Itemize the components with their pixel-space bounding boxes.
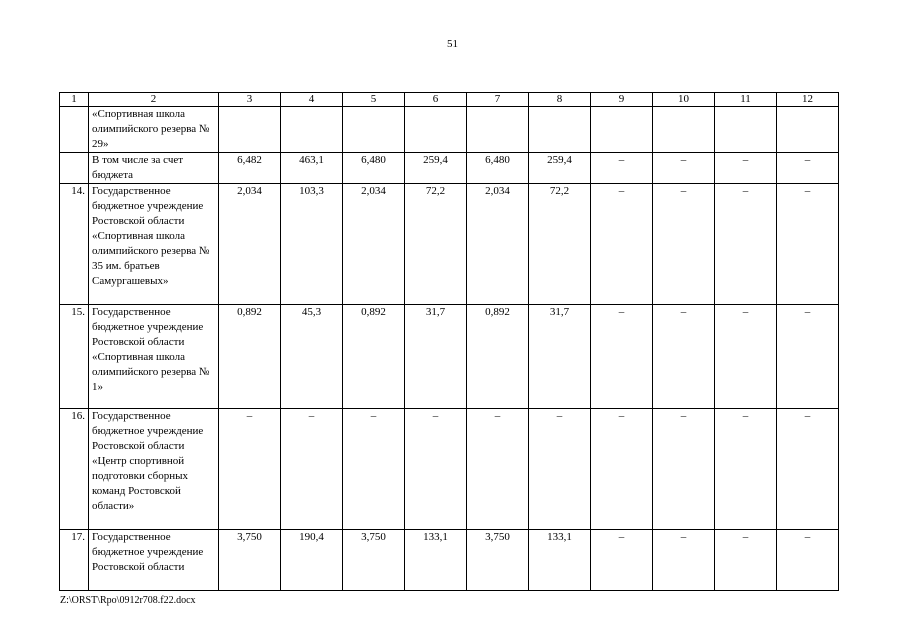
row-number <box>60 153 89 184</box>
table-cell: 103,3 <box>281 184 343 305</box>
institution-name: Государственное бюджетное учреждение Ростовской области «Спортивная школа олимпийского резерва № 35 им. братьев Самургашевых» <box>89 184 219 305</box>
table-cell: 3,750 <box>343 530 405 591</box>
column-header: 2 <box>89 93 219 107</box>
institution-name: Государственное бюджетное учреждение Ростовской области «Центр спортивной подготовки сборных команд Ростовской области» <box>89 409 219 530</box>
table-cell <box>529 107 591 153</box>
table-cell: 3,750 <box>219 530 281 591</box>
table-cell: 133,1 <box>529 530 591 591</box>
table-cell: – <box>591 153 653 184</box>
table-cell: 2,034 <box>467 184 529 305</box>
table-cell <box>405 107 467 153</box>
table-cell: – <box>715 409 777 530</box>
column-header: 1 <box>60 93 89 107</box>
table-cell: – <box>777 305 839 409</box>
table-cell: – <box>281 409 343 530</box>
table-cell: – <box>715 184 777 305</box>
table-row <box>60 184 839 305</box>
column-header: 11 <box>715 93 777 107</box>
data-table <box>59 92 839 591</box>
table-row <box>60 409 839 530</box>
table-cell: – <box>715 530 777 591</box>
table-cell: – <box>653 184 715 305</box>
file-path-footer: Z:\ORST\Rpo\0912r708.f22.docx <box>60 595 196 606</box>
column-header: 4 <box>281 93 343 107</box>
table-cell <box>281 107 343 153</box>
column-header: 5 <box>343 93 405 107</box>
column-header: 8 <box>529 93 591 107</box>
table-cell: 463,1 <box>281 153 343 184</box>
row-number: 16. <box>60 409 89 530</box>
table-row <box>60 107 839 153</box>
table-header-row <box>60 93 839 107</box>
column-header: 6 <box>405 93 467 107</box>
table-cell: 31,7 <box>405 305 467 409</box>
row-number <box>60 107 89 153</box>
table-cell: – <box>777 153 839 184</box>
table-cell: – <box>467 409 529 530</box>
table-row <box>60 305 839 409</box>
table-cell: – <box>715 153 777 184</box>
column-header: 9 <box>591 93 653 107</box>
table-cell: – <box>591 184 653 305</box>
table-cell: 6,480 <box>343 153 405 184</box>
table-cell: – <box>591 305 653 409</box>
table-cell <box>219 107 281 153</box>
table-cell: 0,892 <box>467 305 529 409</box>
table-cell <box>343 107 405 153</box>
table-cell: 3,750 <box>467 530 529 591</box>
table-cell: – <box>529 409 591 530</box>
table-cell: – <box>219 409 281 530</box>
table-cell: 259,4 <box>529 153 591 184</box>
page-number: 51 <box>447 38 458 50</box>
row-number: 17. <box>60 530 89 591</box>
table-cell: – <box>591 409 653 530</box>
table-cell: 2,034 <box>343 184 405 305</box>
table-cell <box>467 107 529 153</box>
table-cell: – <box>405 409 467 530</box>
table-cell: 6,482 <box>219 153 281 184</box>
row-number: 14. <box>60 184 89 305</box>
table-cell <box>715 107 777 153</box>
table-cell: 0,892 <box>343 305 405 409</box>
table-cell: 190,4 <box>281 530 343 591</box>
table-cell: 6,480 <box>467 153 529 184</box>
row-number: 15. <box>60 305 89 409</box>
table-cell: – <box>777 184 839 305</box>
table-cell: – <box>653 153 715 184</box>
table-cell: 45,3 <box>281 305 343 409</box>
table-row <box>60 153 839 184</box>
table-cell: 72,2 <box>529 184 591 305</box>
table-cell: – <box>653 530 715 591</box>
table-cell: 133,1 <box>405 530 467 591</box>
table-cell: 0,892 <box>219 305 281 409</box>
table-row <box>60 530 839 591</box>
table-cell: – <box>777 530 839 591</box>
table-cell <box>591 107 653 153</box>
table-cell: – <box>591 530 653 591</box>
table-cell: – <box>777 409 839 530</box>
institution-name: Государственное бюджетное учреждение Ростовской области «Спортивная школа олимпийского резерва № 1» <box>89 305 219 409</box>
table-cell: – <box>653 409 715 530</box>
institution-name: В том числе за счет бюджета <box>89 153 219 184</box>
column-header: 3 <box>219 93 281 107</box>
institution-name: Государственное бюджетное учреждение Ростовской области <box>89 530 219 591</box>
table-cell <box>653 107 715 153</box>
table-cell: – <box>715 305 777 409</box>
table-cell: – <box>653 305 715 409</box>
table-cell: 2,034 <box>219 184 281 305</box>
column-header: 12 <box>777 93 839 107</box>
institution-name: «Спортивная школа олимпийского резерва № 29» <box>89 107 219 153</box>
table-cell <box>777 107 839 153</box>
table-cell: 259,4 <box>405 153 467 184</box>
table-cell: – <box>343 409 405 530</box>
table-cell: 72,2 <box>405 184 467 305</box>
column-header: 7 <box>467 93 529 107</box>
table-cell: 31,7 <box>529 305 591 409</box>
column-header: 10 <box>653 93 715 107</box>
